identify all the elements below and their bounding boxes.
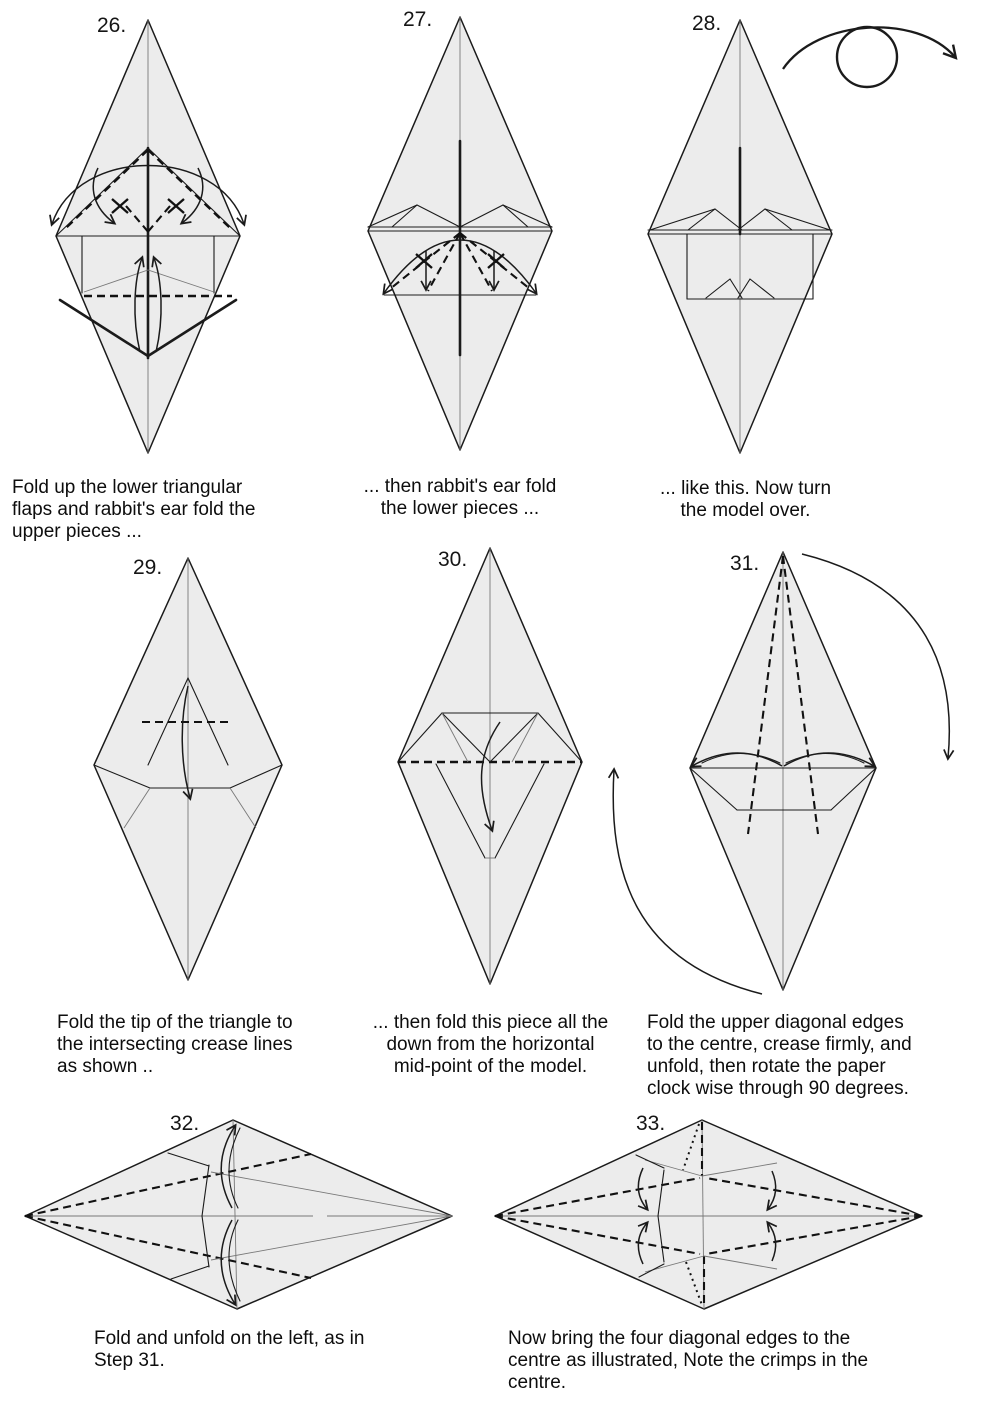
step-32-diagram xyxy=(15,1108,460,1320)
step-31-diagram xyxy=(600,542,960,1000)
step-31-number: 31. xyxy=(730,552,760,575)
step-30-number: 30. xyxy=(438,548,468,571)
step-29-caption: Fold the tip of the triangle to the intersecting crease lines as shown .. xyxy=(57,1012,293,1077)
step-32-number: 32. xyxy=(170,1112,200,1135)
step-27-number: 27. xyxy=(403,8,433,31)
step-33-number: 33. xyxy=(636,1112,666,1135)
step-30-caption: ... then fold this piece all the down from the horizontal mid-point of the model. xyxy=(372,1012,609,1077)
turn-over-icon xyxy=(775,5,975,95)
step-30-diagram xyxy=(380,542,600,990)
step-33-diagram xyxy=(485,1108,930,1320)
step-29-number: 29. xyxy=(133,556,163,579)
step-32-caption: Fold and unfold on the left, as in Step 31. xyxy=(94,1328,365,1371)
step-26-caption: Fold up the lower triangular flaps and rabbit's ear fold the upper pieces ... xyxy=(12,477,256,542)
step-31-caption: Fold the upper diagonal edges to the centre, crease firmly, and unfold, then rotate the paper clock wise through 90 degrees. xyxy=(647,1012,912,1099)
step-27-caption: ... then rabbit's ear fold the lower pieces ... xyxy=(363,476,557,519)
step-28-caption: ... like this. Now turn the model over. xyxy=(659,478,832,521)
step-29-diagram xyxy=(78,550,298,990)
step-33-caption: Now bring the four diagonal edges to the centre as illustrated, Note the crimps in the centre. xyxy=(508,1328,869,1393)
step-28-number: 28. xyxy=(692,12,722,35)
step-26-diagram xyxy=(38,8,258,458)
step-26-number: 26. xyxy=(97,14,127,37)
step-27-diagram xyxy=(350,5,570,455)
